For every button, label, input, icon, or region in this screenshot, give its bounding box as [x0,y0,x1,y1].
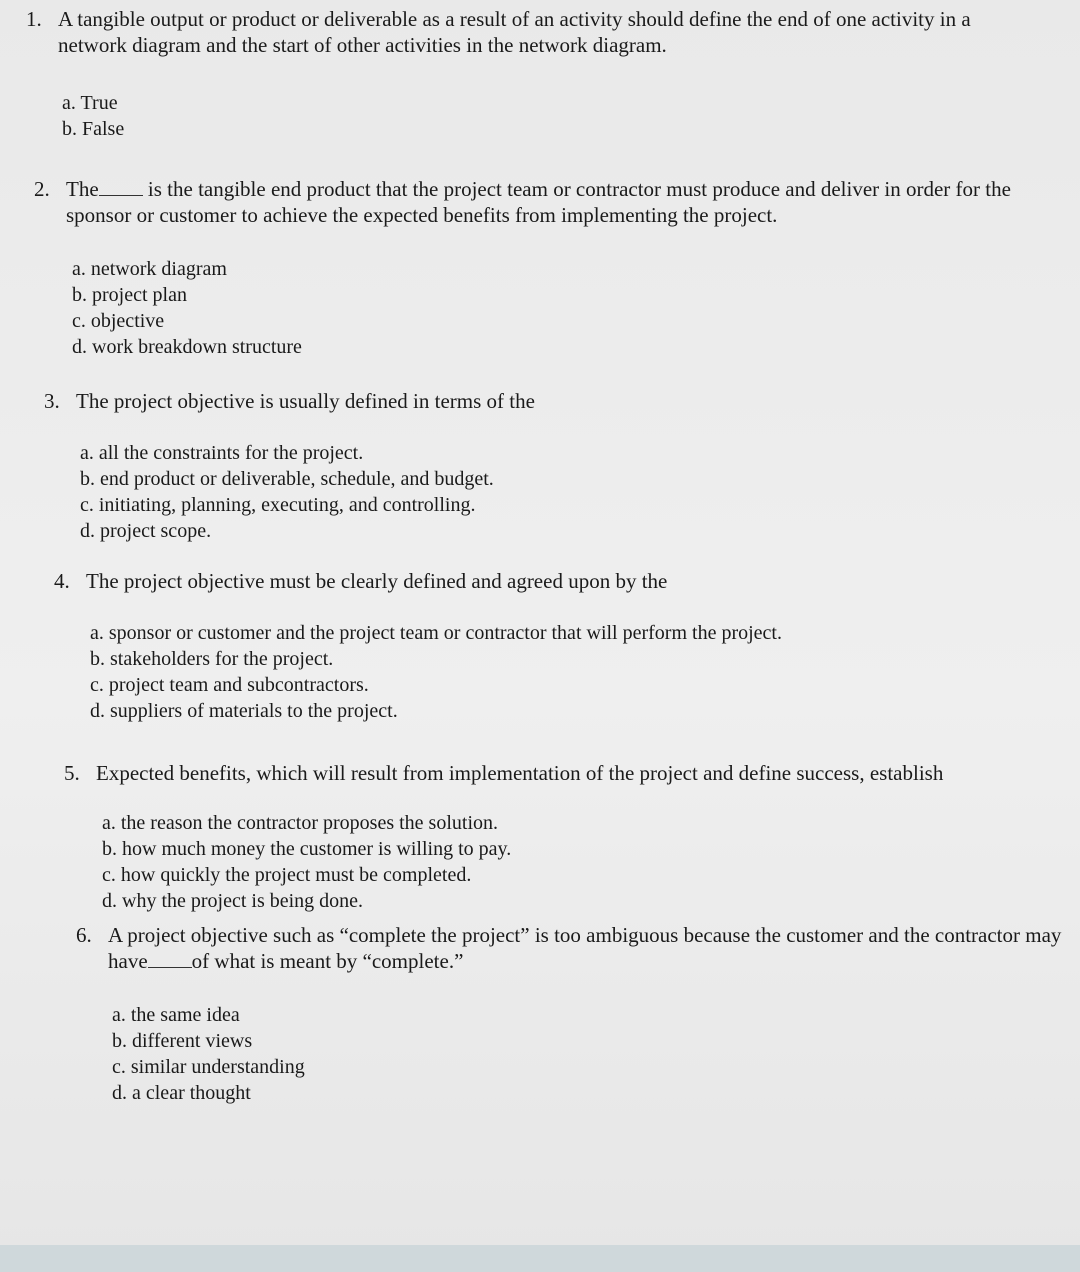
question-text: The project objective is usually defined in terms of the [76,389,535,413]
question-2 [34,176,1074,228]
option[interactable]: a. True [62,92,118,114]
option[interactable]: c. how quickly the project must be completed. [102,864,472,886]
option[interactable]: c. similar understanding [112,1056,305,1078]
question-text-cont: sponsor or customer to achieve the expected benefits from implementing the project. [66,203,778,227]
option[interactable]: d. why the project is being done. [102,890,364,912]
question-number: 3. [44,389,60,413]
question-6 [76,922,1066,974]
option[interactable]: d. a clear thought [112,1082,251,1104]
question-number: 5. [64,761,80,785]
question-4 [54,568,1064,594]
question-text: Expected benefits, which will result from implementation of the project and define success, establish [96,761,944,785]
option[interactable]: a. network diagram [72,258,227,280]
question-number: 4. [54,569,70,593]
question-2-options [72,256,302,360]
question-number: 6. [76,923,92,947]
answer-blank [99,177,143,196]
option[interactable]: b. False [62,118,125,140]
question-6-options [112,1002,305,1106]
option[interactable]: d. work breakdown structure [72,336,302,358]
option[interactable]: b. end product or deliverable, schedule, and budget. [80,468,494,490]
option[interactable]: c. project team and subcontractors. [90,674,369,696]
option[interactable]: d. project scope. [80,520,212,542]
option[interactable]: a. the same idea [112,1004,240,1026]
option[interactable]: b. different views [112,1030,253,1052]
option[interactable]: c. objective [72,310,165,332]
question-1-options [62,90,124,142]
option[interactable]: a. sponsor or customer and the project team or contractor that will perform the project. [90,622,782,644]
option[interactable]: b. project plan [72,284,187,306]
question-4-options [90,620,782,724]
question-3 [44,388,1064,414]
question-text-cont [76,948,1066,974]
option[interactable]: b. how much money the customer is willing to pay. [102,838,512,860]
question-text-cont: network diagram and the start of other activities in the network diagram. [58,33,667,57]
question-5-options [102,810,511,914]
question-text: A tangible output or product or deliverable as a result of an activity should define the end of one activity in a [58,7,971,31]
question-3-options [80,440,494,544]
question-text: The project objective must be clearly defined and agreed upon by the [86,569,668,593]
option[interactable]: c. initiating, planning, executing, and controlling. [80,494,476,516]
option[interactable]: a. all the constraints for the project. [80,442,364,464]
question-text-post: of what is meant by “complete.” [191,949,464,973]
option[interactable]: b. stakeholders for the project. [90,648,334,670]
option[interactable]: a. the reason the contractor proposes the solution. [102,812,498,834]
screen-bottom-edge [0,1245,1080,1272]
question-text-post: is the tangible end product that the project team or contractor must produce and deliver in order for the [147,177,1011,201]
question-5 [64,760,1064,786]
answer-blank [148,949,192,968]
question-1 [26,6,1066,58]
question-number: 2. [34,177,50,201]
option[interactable]: d. suppliers of materials to the project. [90,700,398,722]
question-number: 1. [26,7,42,31]
question-text: A project objective such as “complete the project” is too ambiguous because the customer and the contractor may [108,923,1062,947]
question-text-pre: The [66,177,99,201]
question-text-pre: have [108,949,148,973]
